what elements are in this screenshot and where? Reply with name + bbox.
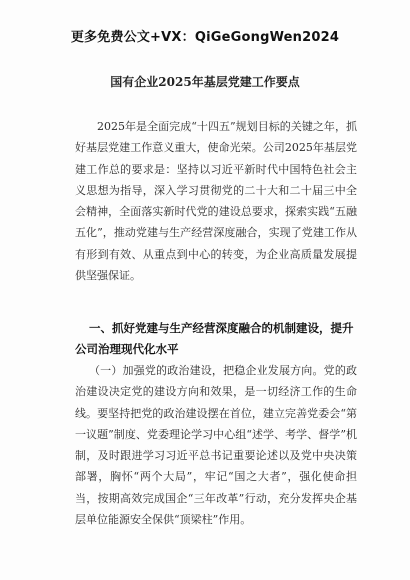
- watermark-header: 更多免费公文+VX：QiGeGongWen2024: [70, 30, 340, 45]
- section-paragraph: （一）加强党的政治建设，把稳企业发展方向。党的政治建设决定党的建设方向和效果，是一切经济工作的生命线。要坚持把党的政治建设摆在首位，建立完善党委会“第一议题”制度、党委理论学习中心组“述学、考学、督学”机制，及时跟进学习习近平总书记重要论述以及党中央决策部署，胸怀“两个大局”，牢记“国之大者”，强化使命担当，按期高效完成国企“三年改革”行动，充分发挥央企基层单位能源安全保供“顶梁柱”作用。: [75, 364, 357, 527]
- section-heading: 一、抓好党建与生产经营深度融合的机制建设，提升公司治理现代化水平: [75, 321, 354, 357]
- intro-paragraph: 2025年是全面完成“十四五”规划目标的关键之年，抓好基层党建工作意义重大，使命光荣。公司2025年基层党建工作总的要求是：坚持以习近平新时代中国特色社会主义思想为指导，深入学习贯彻党的二十大和二十届三中全会精神，全面落实新时代党的建设总要求，探索实践“五融五化”，推动党建与生产经营深度融合，实现了党建工作从有形到有效、从重点到中心的转变，为企业高质量发展提供坚强保证。: [75, 120, 357, 283]
- document-title: 国有企业2025年基层党建工作要点: [110, 75, 300, 89]
